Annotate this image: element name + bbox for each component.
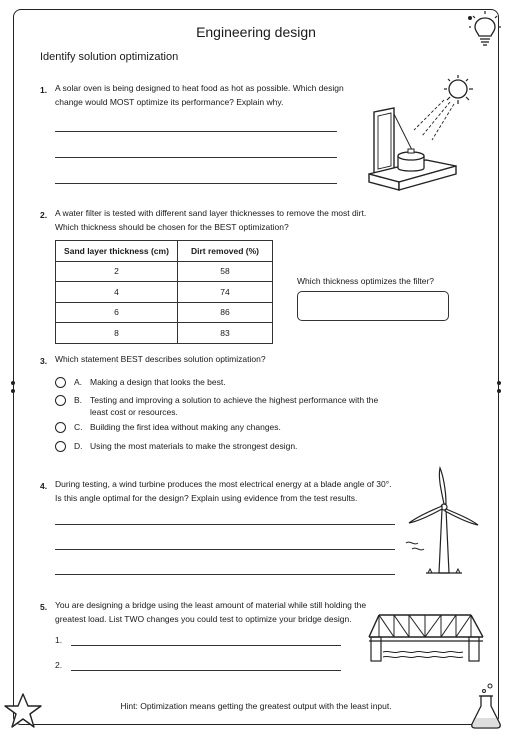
answer-line[interactable]	[55, 131, 337, 132]
page-subtitle: Identify solution optimization	[40, 51, 179, 63]
option-text-line: least cost or resources.	[90, 407, 178, 417]
table-cell: 4	[56, 282, 178, 303]
answer-line[interactable]	[71, 670, 341, 671]
question-number: 1.	[40, 85, 48, 95]
table-row	[56, 302, 273, 323]
page-title: Engineering design	[196, 24, 316, 40]
option-text-line: Making a design that looks the best.	[90, 377, 226, 387]
table-cell: 74	[178, 282, 273, 303]
data-table	[55, 240, 273, 344]
table-row	[56, 282, 273, 303]
border-dot	[497, 381, 501, 385]
question-text-line: You are designing a bridge using the least amount of material while still holding the	[55, 600, 367, 610]
side-prompt: Which thickness optimizes the filter?	[297, 276, 434, 286]
question-text: Which statement BEST describes solution optimization?	[55, 354, 266, 364]
question-text-line: change would MOST optimize its performance? Explain why.	[55, 97, 284, 107]
option-text	[90, 421, 281, 433]
star-icon	[3, 692, 43, 730]
question-text	[55, 206, 366, 234]
table-cell: 6	[56, 302, 178, 323]
truss-bridge-illustration	[365, 605, 490, 665]
answer-line[interactable]	[55, 183, 337, 184]
question-number: 4.	[40, 481, 48, 491]
table-cell: 58	[178, 261, 273, 282]
option-letter: A.	[74, 377, 83, 387]
option-text-line: Building the first idea without making any changes.	[90, 422, 281, 432]
option-letter: C.	[74, 422, 83, 432]
table-header-row	[56, 241, 273, 262]
border-dot	[497, 389, 501, 393]
question-text-line: A water filter is tested with different sand layer thicknesses to remove the most dirt.	[55, 208, 367, 218]
table-row	[56, 323, 273, 344]
question-text-line: greatest load. List TWO changes you could test to optimize your bridge design.	[55, 614, 352, 624]
question-number: 5.	[40, 602, 48, 612]
table-cell: 83	[178, 323, 273, 344]
question-text-line: Is this angle optimal for the design? Explain using evidence from the test results.	[55, 493, 358, 503]
question-text-line: A solar oven is being designed to heat food as hot as possible. Which design	[55, 83, 344, 93]
answer-line[interactable]	[55, 574, 395, 575]
table-cell: 8	[56, 323, 178, 344]
question-text	[55, 81, 344, 109]
answer-line[interactable]	[55, 549, 395, 550]
wind-turbine-illustration	[404, 465, 484, 580]
question-text	[55, 598, 366, 626]
question-number: 2.	[40, 210, 48, 220]
option-letter: D.	[74, 441, 83, 451]
answer-line[interactable]	[55, 157, 337, 158]
option-radio[interactable]	[55, 422, 66, 433]
option-text-line: Testing and improving a solution to achieve the highest performance with the	[90, 395, 379, 405]
question-text	[55, 477, 392, 505]
option-text	[90, 440, 297, 452]
option-letter: B.	[74, 395, 83, 405]
option-text	[90, 394, 378, 418]
list-number: 2.	[55, 660, 63, 670]
question-text-line: Which thickness should be chosen for the BEST optimization?	[55, 222, 289, 232]
answer-line[interactable]	[71, 645, 341, 646]
hint-text: Hint: Optimization means getting the greatest output with the least input.	[120, 701, 392, 711]
list-number: 1.	[55, 635, 63, 645]
table-cell: 86	[178, 302, 273, 323]
option-radio[interactable]	[55, 441, 66, 452]
table-header-cell: Sand layer thickness (cm)	[56, 241, 178, 262]
answer-line[interactable]	[55, 524, 395, 525]
table-header-cell: Dirt removed (%)	[178, 241, 273, 262]
table-cell: 2	[56, 261, 178, 282]
question-number: 3.	[40, 356, 48, 366]
option-text-line: Using the most materials to make the strongest design.	[90, 441, 298, 451]
table-row	[56, 261, 273, 282]
solar-oven-illustration	[364, 74, 484, 194]
option-radio[interactable]	[55, 377, 66, 388]
option-radio[interactable]	[55, 395, 66, 406]
border-dot	[11, 381, 15, 385]
border-dot	[11, 389, 15, 393]
option-text	[90, 376, 226, 388]
question-text-line: During testing, a wind turbine produces the most electrical energy at a blade angle of 30°.	[55, 479, 392, 489]
answer-box[interactable]	[297, 291, 449, 321]
